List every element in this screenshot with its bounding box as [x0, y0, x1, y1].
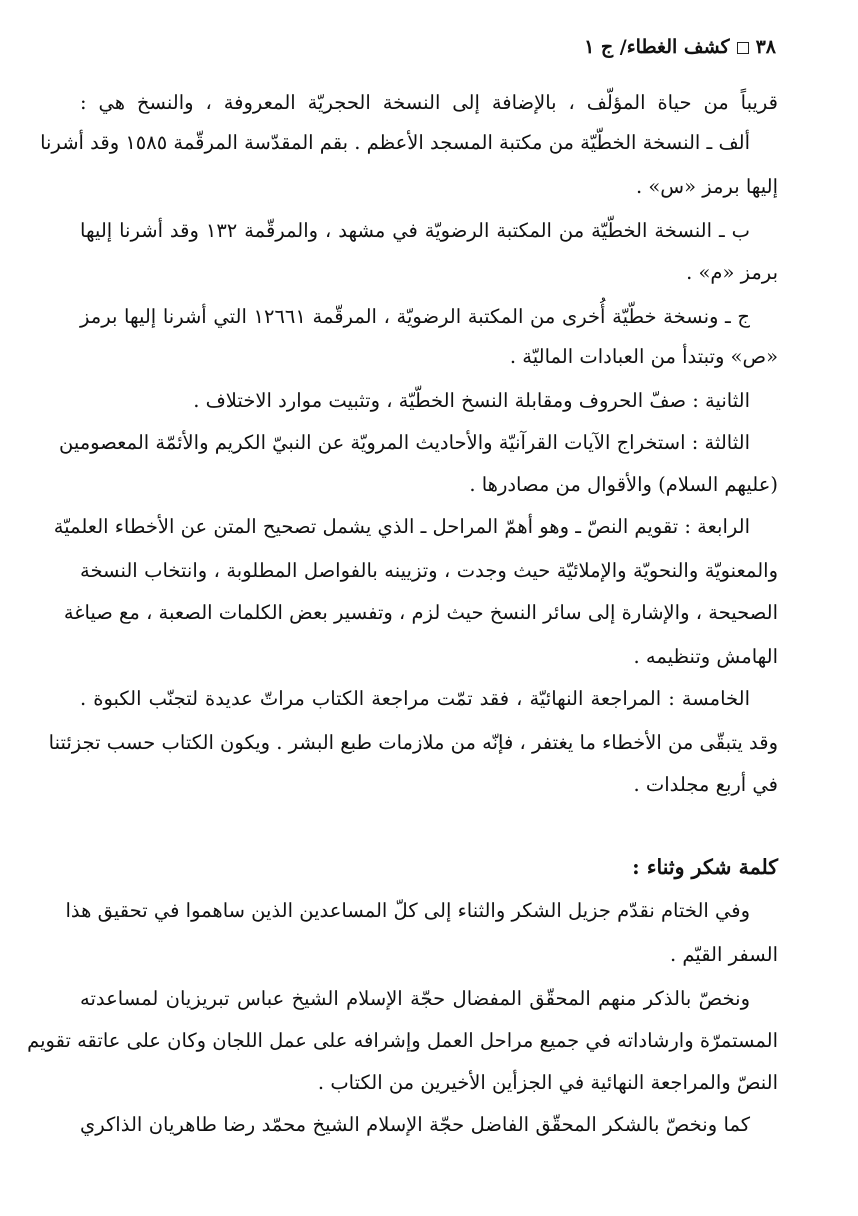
text-line: الهامش وتنظيمه . — [633, 645, 778, 668]
text-line: (عليهم السلام) والأقوال من مصادرها . — [469, 473, 778, 496]
text-line: الرابعة : تقويم النصّ ـ وهو أهمّ المراحل ـ الذي يشمل تصحيح المتن عن الأخطاء العلميّة — [53, 515, 750, 538]
text-line: الثانية : صفّ الحروف ومقابلة النسخ الخطّيّة ، وتثبيت موارد الاختلاف . — [193, 389, 750, 412]
text-line: في أربع مجلدات . — [633, 773, 778, 796]
text-line: وقد يتبقّى من الأخطاء ما يغتفر ، فإنّه من ملازمات طبع البشر . ويكون الكتاب حسب تجزئتنا — [48, 731, 778, 754]
text-line: المستمرّة وارشاداته في جميع مراحل العمل وإشرافه على عمل اللجان وكان على عاتقه تقويم — [27, 1029, 778, 1052]
running-title: كشف الغطاء/ ج ١ — [584, 36, 730, 58]
square-separator-icon — [737, 42, 749, 54]
text-line: وفي الختام نقدّم جزيل الشكر والثناء إلى كلّ المساعدين الذين ساهموا في تحقيق هذا — [65, 899, 750, 922]
text-line: ألف ـ النسخة الخطّيّة من مكتبة المسجد الأعظم . بقم المقدّسة المرقّمة ١٥٨٥ وقد أشرنا — [40, 131, 750, 154]
text-line: ب ـ النسخة الخطّيّة من المكتبة الرضويّة في مشهد ، والمرقّمة ١٣٢ وقد أشرنا إليها — [80, 219, 750, 242]
text-line: ج ـ ونسخة خطّيّة أُخرى من المكتبة الرضويّة ، المرقّمة ١٢٦٦١ التي أشرنا إليها برمز — [80, 305, 750, 328]
text-line: الخامسة : المراجعة النهائيّة ، فقد تمّت مراجعة الكتاب مراتّ عديدة لتجنّب الكبوة . — [80, 687, 750, 710]
text-line: الصحيحة ، والإشارة إلى سائر النسخ حيث لزم ، وتفسير بعض الكلمات الصعبة ، مع صياغة — [63, 601, 778, 624]
text-line: برمز «م» . — [686, 261, 778, 284]
text-line: ونخصّ بالذكر منهم المحقّق المفضال حجّة الإسلام الشيخ عباس تبريزيان لمساعدته — [80, 987, 750, 1010]
page-number: ٣٨ — [755, 36, 776, 58]
text-line: قريباً من حياة المؤلّف ، بالإضافة إلى النسخة الحجريّة المعروفة ، والنسخ هي : — [80, 91, 778, 114]
text-line: والمعنويّة والنحويّة والإملائيّة حيث وجدت ، وتزيينه بالفواصل المطلوبة ، وانتخاب النسخة — [80, 559, 778, 582]
text-line: السفر القيّم . — [669, 943, 778, 966]
text-line: الثالثة : استخراج الآيات القرآنيّة والأحاديث المرويّة عن النبيّ الكريم والأئمّة المعصومين — [58, 431, 750, 454]
section-heading: كلمة شكر وثناء : — [632, 855, 778, 879]
text-line: إليها برمز «س» . — [635, 175, 778, 198]
text-line: النصّ والمراجعة النهائية في الجزأين الأخيرين من الكتاب . — [317, 1071, 778, 1094]
text-line: كما ونخصّ بالشكر المحقّق الفاضل حجّة الإسلام الشيخ محمّد رضا طاهريان الذاكري — [80, 1113, 750, 1136]
running-header — [584, 36, 776, 58]
text-line: «ص» وتبتدأ من العبادات الماليّة . — [509, 345, 778, 368]
